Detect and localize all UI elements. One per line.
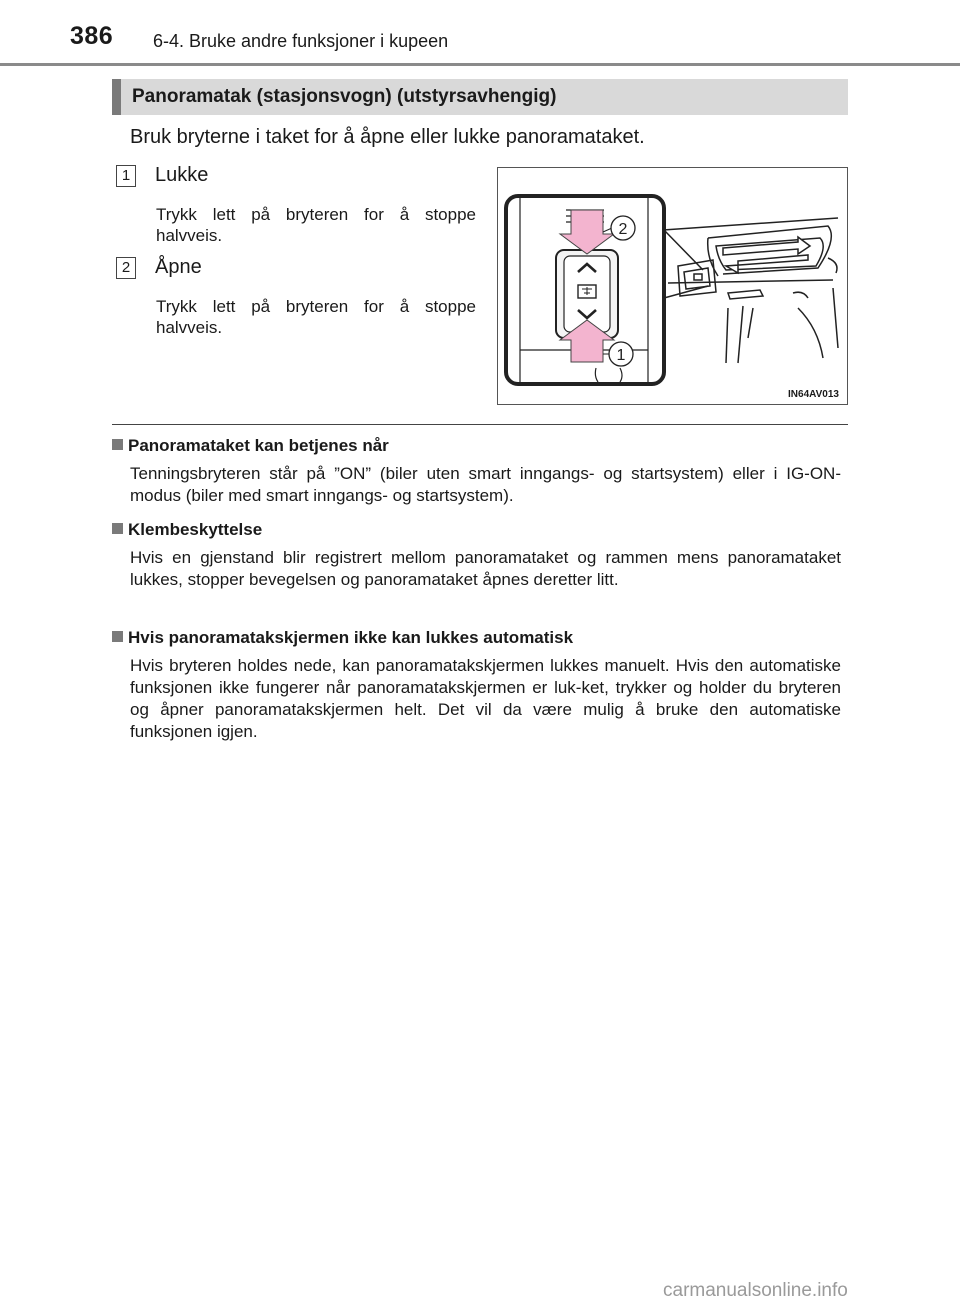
- bullet-square-icon: [112, 439, 123, 450]
- section-accent: [112, 79, 121, 115]
- note-heading-pinch-protection: [112, 520, 262, 540]
- note-heading-manual-close: [112, 628, 573, 648]
- callout-1: 1: [616, 347, 626, 364]
- note-heading-operation: [112, 436, 389, 456]
- callout-2: 2: [618, 221, 628, 238]
- intro-text: Bruk bryterne i taket for å åpne eller lukke panoramataket.: [130, 126, 645, 148]
- item-desc-close: Trykk lett på bryteren for å stoppe halvveis.: [156, 205, 476, 245]
- bullet-square-icon: [112, 631, 123, 642]
- item-label-open: Åpne: [155, 256, 202, 278]
- header-rule: [0, 63, 960, 66]
- section-heading-bar: [112, 79, 848, 115]
- figure-code: IN64AV013: [788, 389, 839, 400]
- note-body-manual-close: Hvis bryteren holdes nede, kan panoramatakskjermen lukkes manuelt. Hvis den automatiske funksjonen ikke fungerer når panoramatakskjermen er luk-ket, trykker og holder du bryteren og åpner panoramatakskjermen helt. Det vil da være mulig å bruke den automatiske funksjonen igjen.: [130, 656, 841, 741]
- item-desc-open: Trykk lett på bryteren for å stoppe halvveis.: [156, 297, 476, 337]
- roof-switch-drawing: [498, 168, 847, 404]
- page-number: 386: [70, 22, 114, 50]
- note-title: Panoramataket kan betjenes når: [128, 436, 389, 455]
- note-body-operation: Tenningsbryteren står på ”ON” (biler uten smart inngangs- og startsystem) eller i IG-ON-modus (biler med smart inngangs- og startsystem).: [130, 464, 841, 505]
- note-title: Klembeskyttelse: [128, 520, 263, 539]
- note-body-pinch-protection: Hvis en gjenstand blir registrert mellom panoramataket og rammen mens panoramataket lukkes, stopper bevegelsen og panoramataket åpnes deretter litt.: [130, 548, 841, 589]
- section-divider: [112, 424, 848, 425]
- note-title: Hvis panoramatakskjermen ikke kan lukkes automatisk: [128, 628, 574, 647]
- chapter-title: 6-4. Bruke andre funksjoner i kupeen: [153, 31, 449, 51]
- item-label-close: Lukke: [155, 164, 209, 186]
- bullet-square-icon: [112, 523, 123, 534]
- watermark: carmanualsonline.info: [663, 1280, 848, 1301]
- item-number-1: 1: [116, 165, 136, 187]
- section-title: Panoramatak (stasjonsvogn) (utstyrsavhengig): [132, 86, 557, 107]
- roof-switch-illustration: [497, 167, 848, 405]
- item-number-2: 2: [116, 257, 136, 279]
